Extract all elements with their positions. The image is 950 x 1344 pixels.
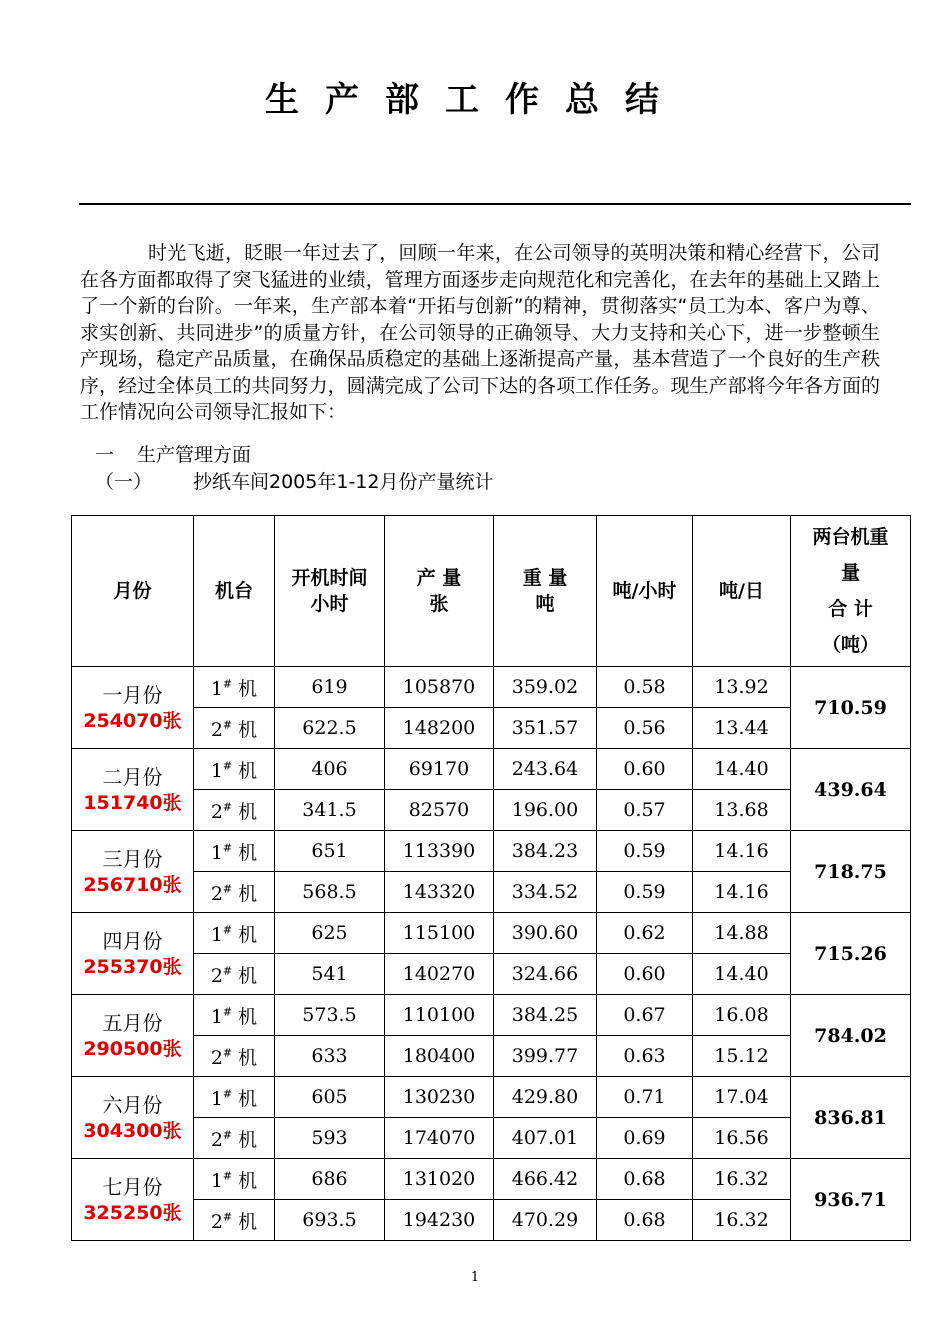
table-row bbox=[72, 749, 911, 790]
intro-paragraph: 时光飞逝，眨眼一年过去了，回顾一年来，在公司领导的英明决策和精心经营下，公司在各方面都取得了突飞猛进的业绩，管理方面逐步走向规范化和完善化，在去年的基础上又踏上了一个新的台阶。一年来，生产部本着“开拓与创新”的精神，贯彻落实“员工为本、客户为尊、求实创新、共同进步”的质量方针，在公司领导的正确领导、大力支持和关心下，进一步整顿生产现场，稳定产品质量，在确保品质稳定的基础上逐渐提高产量，基本营造了一个良好的生产秩序，经过全体员工的共同努力，圆满完成了公司下达的各项工作任务。现生产部将今年各方面的工作情况向公司领导汇报如下： bbox=[80, 242, 880, 423]
cell-output: 115100 bbox=[385, 913, 494, 954]
cell-hours: 619 bbox=[275, 667, 385, 708]
table-row bbox=[72, 1118, 911, 1159]
document-title: 生产部工作总结 bbox=[265, 80, 685, 120]
header-total-weight: 两台机重 量 合 计 （吨） bbox=[791, 516, 911, 667]
cell-machine: 2# 机 bbox=[194, 954, 275, 995]
table-row bbox=[72, 954, 911, 995]
cell-per-hour: 0.69 bbox=[597, 1118, 693, 1159]
section-number: 一 bbox=[95, 444, 115, 466]
cell-per-hour: 0.68 bbox=[597, 1200, 693, 1241]
cell-output: 180400 bbox=[385, 1036, 494, 1077]
cell-hours: 625 bbox=[275, 913, 385, 954]
month-cell bbox=[72, 1077, 194, 1159]
month-cell bbox=[72, 749, 194, 831]
cell-machine: 2# 机 bbox=[194, 708, 275, 749]
cell-per-day: 16.08 bbox=[693, 995, 791, 1036]
month-sheet-count: 151740张 bbox=[83, 791, 182, 814]
cell-per-hour: 0.68 bbox=[597, 1159, 693, 1200]
cell-per-day: 14.40 bbox=[693, 954, 791, 995]
month-sheet-count: 325250张 bbox=[83, 1201, 182, 1224]
cell-per-hour: 0.71 bbox=[597, 1077, 693, 1118]
cell-weight: 470.29 bbox=[494, 1200, 597, 1241]
header-hours: 开机时间 小时 bbox=[275, 516, 385, 667]
month-total-weight: 836.81 bbox=[791, 1077, 911, 1159]
month-name: 六月份 bbox=[102, 1092, 163, 1117]
month-name: 五月份 bbox=[102, 1010, 163, 1035]
cell-per-day: 16.32 bbox=[693, 1200, 791, 1241]
cell-hours: 633 bbox=[275, 1036, 385, 1077]
cell-hours: 568.5 bbox=[275, 872, 385, 913]
cell-output: 69170 bbox=[385, 749, 494, 790]
cell-machine: 1# 机 bbox=[194, 913, 275, 954]
cell-per-day: 13.44 bbox=[693, 708, 791, 749]
month-total-weight: 718.75 bbox=[791, 831, 911, 913]
page-number: 1 bbox=[470, 1270, 480, 1285]
month-sheet-count: 255370张 bbox=[83, 955, 182, 978]
cell-hours: 573.5 bbox=[275, 995, 385, 1036]
cell-output: 174070 bbox=[385, 1118, 494, 1159]
table-row bbox=[72, 708, 911, 749]
month-sheet-count: 254070张 bbox=[83, 709, 182, 732]
cell-weight: 466.42 bbox=[494, 1159, 597, 1200]
month-name: 二月份 bbox=[102, 764, 163, 789]
cell-hours: 341.5 bbox=[275, 790, 385, 831]
month-cell bbox=[72, 1159, 194, 1241]
table-header-row bbox=[72, 516, 911, 667]
month-cell bbox=[72, 913, 194, 995]
header-month: 月份 bbox=[72, 516, 194, 667]
cell-weight: 243.64 bbox=[494, 749, 597, 790]
month-name: 四月份 bbox=[102, 928, 163, 953]
cell-machine: 1# 机 bbox=[194, 831, 275, 872]
cell-weight: 196.00 bbox=[494, 790, 597, 831]
cell-per-day: 14.16 bbox=[693, 831, 791, 872]
table-body bbox=[72, 667, 911, 1241]
table-row bbox=[72, 995, 911, 1036]
cell-output: 82570 bbox=[385, 790, 494, 831]
cell-machine: 1# 机 bbox=[194, 749, 275, 790]
cell-per-day: 17.04 bbox=[693, 1077, 791, 1118]
cell-per-day: 14.16 bbox=[693, 872, 791, 913]
cell-per-hour: 0.67 bbox=[597, 995, 693, 1036]
cell-per-hour: 0.58 bbox=[597, 667, 693, 708]
cell-machine: 2# 机 bbox=[194, 1036, 275, 1077]
header-weight: 重 量 吨 bbox=[494, 516, 597, 667]
month-total-weight: 784.02 bbox=[791, 995, 911, 1077]
cell-output: 148200 bbox=[385, 708, 494, 749]
cell-per-hour: 0.57 bbox=[597, 790, 693, 831]
table-row bbox=[72, 790, 911, 831]
cell-per-hour: 0.60 bbox=[597, 954, 693, 995]
cell-per-day: 15.12 bbox=[693, 1036, 791, 1077]
table-row bbox=[72, 913, 911, 954]
cell-hours: 593 bbox=[275, 1118, 385, 1159]
month-total-weight: 936.71 bbox=[791, 1159, 911, 1241]
cell-weight: 351.57 bbox=[494, 708, 597, 749]
cell-output: 110100 bbox=[385, 995, 494, 1036]
subsection-number: （一） bbox=[95, 471, 153, 493]
cell-machine: 2# 机 bbox=[194, 1118, 275, 1159]
header-tons-per-day: 吨/日 bbox=[693, 516, 791, 667]
month-name: 七月份 bbox=[102, 1174, 163, 1199]
subsection-title: 抄纸车间2005年1-12月份产量统计 bbox=[193, 471, 494, 493]
table-row bbox=[72, 1036, 911, 1077]
cell-weight: 334.52 bbox=[494, 872, 597, 913]
cell-per-hour: 0.56 bbox=[597, 708, 693, 749]
month-name: 三月份 bbox=[102, 846, 163, 871]
cell-hours: 605 bbox=[275, 1077, 385, 1118]
cell-weight: 407.01 bbox=[494, 1118, 597, 1159]
cell-output: 131020 bbox=[385, 1159, 494, 1200]
header-tons-per-hour: 吨/小时 bbox=[597, 516, 693, 667]
cell-output: 143320 bbox=[385, 872, 494, 913]
section-heading bbox=[95, 440, 251, 467]
cell-weight: 399.77 bbox=[494, 1036, 597, 1077]
month-sheet-count: 290500张 bbox=[83, 1037, 182, 1060]
cell-weight: 324.66 bbox=[494, 954, 597, 995]
cell-per-day: 13.68 bbox=[693, 790, 791, 831]
cell-machine: 2# 机 bbox=[194, 872, 275, 913]
table-row bbox=[72, 831, 911, 872]
table-row bbox=[72, 1159, 911, 1200]
cell-per-hour: 0.60 bbox=[597, 749, 693, 790]
production-table bbox=[71, 515, 911, 1241]
header-machine: 机台 bbox=[194, 516, 275, 667]
cell-per-hour: 0.63 bbox=[597, 1036, 693, 1077]
cell-weight: 384.23 bbox=[494, 831, 597, 872]
cell-weight: 429.80 bbox=[494, 1077, 597, 1118]
cell-per-day: 14.88 bbox=[693, 913, 791, 954]
cell-weight: 390.60 bbox=[494, 913, 597, 954]
month-total-weight: 439.64 bbox=[791, 749, 911, 831]
cell-output: 113390 bbox=[385, 831, 494, 872]
month-name: 一月份 bbox=[102, 682, 163, 707]
cell-hours: 686 bbox=[275, 1159, 385, 1200]
cell-machine: 2# 机 bbox=[194, 1200, 275, 1241]
month-total-weight: 710.59 bbox=[791, 667, 911, 749]
cell-machine: 1# 机 bbox=[194, 667, 275, 708]
cell-per-hour: 0.59 bbox=[597, 831, 693, 872]
cell-machine: 1# 机 bbox=[194, 1077, 275, 1118]
cell-output: 140270 bbox=[385, 954, 494, 995]
cell-hours: 693.5 bbox=[275, 1200, 385, 1241]
cell-hours: 622.5 bbox=[275, 708, 385, 749]
cell-output: 194230 bbox=[385, 1200, 494, 1241]
table-row bbox=[72, 872, 911, 913]
title-divider bbox=[79, 203, 911, 205]
cell-output: 105870 bbox=[385, 667, 494, 708]
cell-per-day: 16.56 bbox=[693, 1118, 791, 1159]
cell-per-hour: 0.59 bbox=[597, 872, 693, 913]
table-row bbox=[72, 667, 911, 708]
month-total-weight: 715.26 bbox=[791, 913, 911, 995]
month-cell bbox=[72, 995, 194, 1077]
cell-per-day: 14.40 bbox=[693, 749, 791, 790]
cell-per-hour: 0.62 bbox=[597, 913, 693, 954]
cell-weight: 384.25 bbox=[494, 995, 597, 1036]
cell-machine: 1# 机 bbox=[194, 995, 275, 1036]
cell-machine: 1# 机 bbox=[194, 1159, 275, 1200]
month-sheet-count: 256710张 bbox=[83, 873, 182, 896]
month-cell bbox=[72, 831, 194, 913]
cell-hours: 651 bbox=[275, 831, 385, 872]
month-sheet-count: 304300张 bbox=[83, 1119, 182, 1142]
subsection-heading bbox=[95, 467, 493, 494]
table-row bbox=[72, 1200, 911, 1241]
header-output: 产 量 张 bbox=[385, 516, 494, 667]
cell-output: 130230 bbox=[385, 1077, 494, 1118]
table-row bbox=[72, 1077, 911, 1118]
cell-per-day: 13.92 bbox=[693, 667, 791, 708]
cell-per-day: 16.32 bbox=[693, 1159, 791, 1200]
cell-hours: 406 bbox=[275, 749, 385, 790]
cell-machine: 2# 机 bbox=[194, 790, 275, 831]
cell-weight: 359.02 bbox=[494, 667, 597, 708]
cell-hours: 541 bbox=[275, 954, 385, 995]
section-title: 生产管理方面 bbox=[137, 444, 252, 466]
month-cell bbox=[72, 667, 194, 749]
